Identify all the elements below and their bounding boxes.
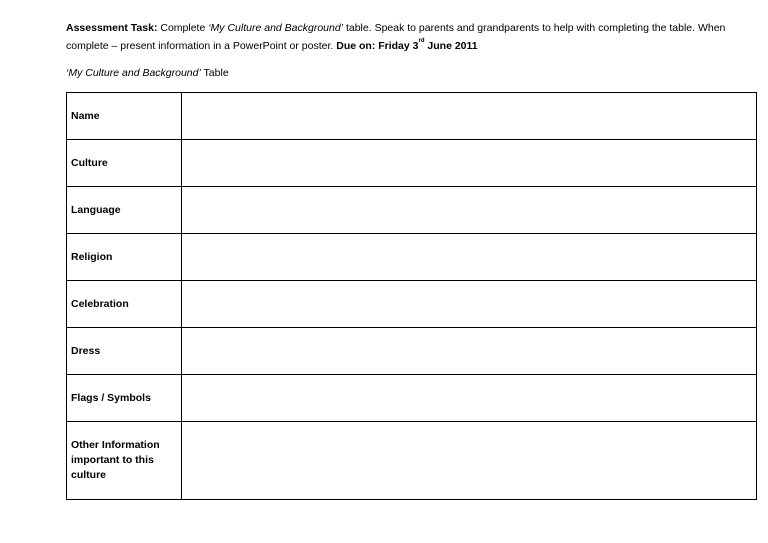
table-row-religion xyxy=(67,234,757,281)
row-label-dress: Dress xyxy=(67,328,182,375)
dress-field[interactable] xyxy=(182,328,757,375)
row-label-name: Name xyxy=(67,93,182,140)
instructions-text-1: Complete xyxy=(157,22,209,34)
flags-symbols-field[interactable] xyxy=(182,375,757,422)
row-label-religion: Religion xyxy=(67,234,182,281)
table-row-name xyxy=(67,93,757,140)
table-row-dress xyxy=(67,328,757,375)
table-caption xyxy=(66,65,229,81)
table-row-culture xyxy=(67,140,757,187)
instructions-text-2: table. Speak to parents and grandparents to help with completing the table. When complete – present information in a PowerPoint or poster. xyxy=(66,22,726,52)
due-date xyxy=(336,40,477,52)
celebration-field[interactable] xyxy=(182,281,757,328)
name-field[interactable] xyxy=(182,93,757,140)
table-title-italic: ‘My Culture and Background’ xyxy=(208,22,344,34)
row-label-celebration: Celebration xyxy=(67,281,182,328)
table-row-other-information xyxy=(67,422,757,500)
due-date-rest: June 2011 xyxy=(424,40,478,52)
due-date-ordinal: rd xyxy=(418,38,425,44)
row-label-language: Language xyxy=(67,187,182,234)
row-label-other-information: Other Information important to this culture xyxy=(67,422,182,500)
culture-background-table xyxy=(66,92,757,500)
caption-title-italic: ‘My Culture and Background’ xyxy=(66,67,201,79)
caption-text: Table xyxy=(200,67,229,79)
culture-field[interactable] xyxy=(182,140,757,187)
row-label-culture: Culture xyxy=(67,140,182,187)
assessment-instructions xyxy=(66,19,756,55)
assessment-task-label: Assessment Task: xyxy=(66,22,158,34)
due-date-label: Due on: Friday 3 xyxy=(336,40,419,52)
other-information-field[interactable] xyxy=(182,422,757,500)
religion-field[interactable] xyxy=(182,234,757,281)
table-row-flags-symbols xyxy=(67,375,757,422)
table-row-celebration xyxy=(67,281,757,328)
row-label-flags-symbols: Flags / Symbols xyxy=(67,375,182,422)
table-row-language xyxy=(67,187,757,234)
language-field[interactable] xyxy=(182,187,757,234)
